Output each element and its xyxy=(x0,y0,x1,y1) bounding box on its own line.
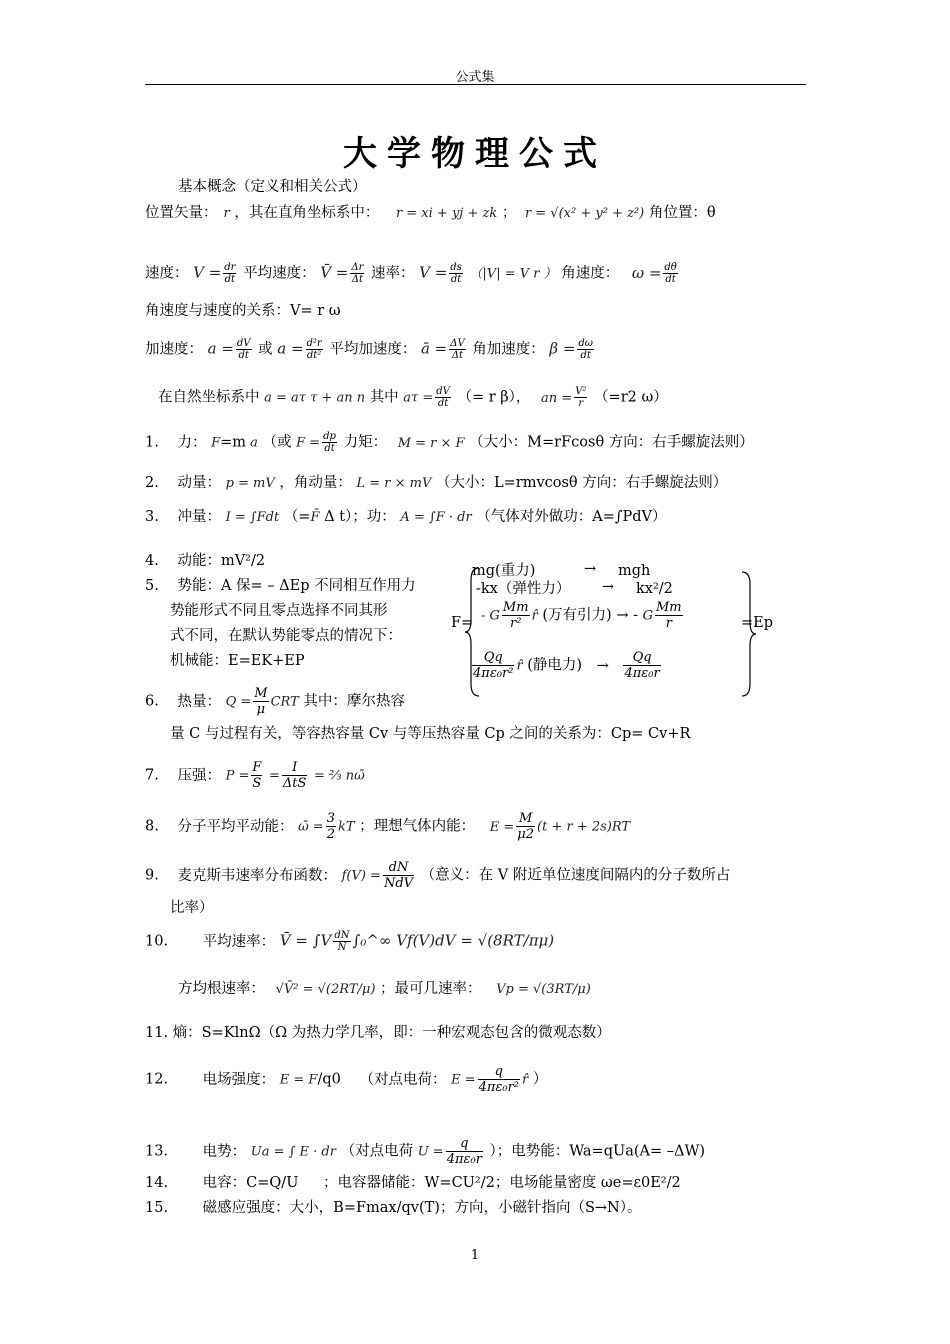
pot-gravitation-formula: - G $\frac{Mm}{\text{r²}}$ r̂ (万有引力) → - G $\frac{Mm}{r}$ xyxy=(481,600,682,631)
label: 力矩： xyxy=(343,434,388,451)
item-number: 1. xyxy=(145,434,159,451)
label: ；最可几速率： xyxy=(380,981,482,997)
item-potential-line-3: 式不同，在默认势能零点的情况下： xyxy=(170,628,402,644)
label: 其中 xyxy=(369,389,399,406)
pot-gravity: mg(重力) xyxy=(472,563,536,579)
label: 麦克斯韦速率分布函数： xyxy=(177,867,337,884)
pot-elastic-energy: kx²/2 xyxy=(636,581,673,597)
item-mean-speed: 10. 平均速率： V̄ = ∫V $\frac{dN}{N}$ ∫₀^∞ Vf(V)dV = √(8RT/πμ) xyxy=(145,930,555,953)
item-capacitance xyxy=(145,1174,681,1192)
item-potential: 13. 电势： Ua = ∫ E · dr （对点电荷 U = $\frac{q}{\text{4πε₀r}}$ ）；电势能：Wa=qUa(A= –ΔW) xyxy=(145,1136,706,1167)
item-magnetic-field xyxy=(145,1199,641,1217)
label: ） xyxy=(532,1071,548,1088)
header-rule xyxy=(145,84,806,85)
label: =m xyxy=(220,434,246,451)
label: ；电容器储能：W=CU²/2；电场能量密度 ωe=ε0E²/2 xyxy=(323,1175,681,1191)
label: 力： xyxy=(177,434,207,451)
label: 磁感应强度：大小，B=Fmax/qv(T)；方向，小磁针指向（S→N）。 xyxy=(202,1200,642,1216)
label: ）；电势能：Wa=qUa(A= –ΔW) xyxy=(489,1143,706,1160)
angular-velocity-relation: 角速度与速度的关系：V= r ω xyxy=(145,303,341,319)
label: （=r2 ω） xyxy=(594,389,668,406)
arrow-icon: → xyxy=(602,579,615,595)
formula: r = √(x² + y² + z²) xyxy=(524,206,645,221)
item-number: 13. xyxy=(145,1143,169,1160)
item-number: 15. xyxy=(145,1200,169,1216)
pot-gravity-energy: mgh xyxy=(618,563,651,579)
item-number: 4. xyxy=(145,553,159,569)
label: ，其在直角坐标系中： xyxy=(234,205,380,221)
item-electric-field: 12. 电场强度： E = F/q0 （对点电荷： E = $\frac{q}{\text{4πε₀r²}}$ r̂ ） xyxy=(145,1064,548,1095)
intro: 基本概念（定义和相关公式） xyxy=(178,179,367,195)
label: 其中：摩尔热容 xyxy=(303,693,405,710)
item-mean-kinetic-energy: 8. 分子平均平动能： ω̄ = $\frac{3}{2}$ kT ；理想气体内能： E = $\frac{M}{\mu 2}$ (t + r + 2s)RT xyxy=(145,811,631,842)
left-brace xyxy=(463,566,481,698)
label: 速率： xyxy=(370,265,415,282)
label: 动量： xyxy=(177,475,221,491)
item-number: 8. xyxy=(145,818,159,835)
item-number: 3. xyxy=(145,509,159,525)
label: 动能：mV²/2 xyxy=(177,553,266,569)
label: （气体对外做功：A=∫PdV） xyxy=(476,509,667,525)
label: （大小：L=rmvcosθ 方向：右手螺旋法则） xyxy=(435,475,728,491)
label: （或 xyxy=(262,434,292,451)
pot-electrostatic-formula: $\frac{Qq}{\text{4πε₀r²}}$ r̂ (静电力) → $\frac{Qq}{\text{4πε₀r}}$ xyxy=(473,650,660,681)
item-entropy xyxy=(145,1024,611,1042)
label: （对点电荷： xyxy=(359,1071,447,1088)
label: 加速度： xyxy=(145,341,203,358)
rms-speed-line: 方均根速率： √V̄² = √(2RT/μ) ；最可几速率： Vp = √(3RT/μ) xyxy=(178,981,591,997)
heat-capacity-relation: 量 C 与过程有关，等容热容量 Cv 与等压热容量 Cp 之间的关系为：Cp= Cv+R xyxy=(170,726,691,742)
label: 电场强度： xyxy=(202,1071,276,1088)
label: 热量： xyxy=(177,693,221,710)
mechanical-energy: 机械能：E=EK+EP xyxy=(170,653,305,669)
label: 或 xyxy=(258,341,273,358)
pot-f-label: F= xyxy=(451,615,474,631)
item-number: 10. xyxy=(145,933,169,950)
label: 分子平均平动能： xyxy=(177,818,294,835)
label: ，角动量： xyxy=(279,475,352,491)
label: ；理想气体内能： xyxy=(359,818,476,835)
label: 平均速率： xyxy=(202,933,276,950)
page-number: 1 xyxy=(470,1248,480,1263)
acceleration-line: 加速度： a = $\frac{dV}{dt}$ 或 a = $\frac{\text{d²r}}{\text{dt²}}$ 平均加速度： ā = $\frac{\Delta V}{\Delta t}$ 角加速度： β = $\frac{d\omega}{dt}$ xyxy=(145,338,593,361)
label: (静电力) xyxy=(527,657,583,674)
item-number: 2. xyxy=(145,475,159,491)
item-number: 14. xyxy=(145,1175,169,1191)
item-heat: 6. 热量： Q = $\frac{M}{\mu}$ CRT 其中：摩尔热容 xyxy=(145,686,405,717)
label: （大小：M=rFcosθ 方向：右手螺旋法则） xyxy=(469,434,754,451)
item-number: 7. xyxy=(145,767,159,784)
item-number: 9. xyxy=(145,867,159,884)
label: 角速度： xyxy=(561,265,620,282)
arrow-icon: → xyxy=(584,561,597,577)
item-kinetic-energy xyxy=(145,552,265,570)
label: 角位置：θ xyxy=(648,205,716,221)
label: 位置矢量： xyxy=(145,205,218,221)
label: Δ t）；功： xyxy=(324,509,396,525)
pot-ep: =Ep xyxy=(741,615,774,631)
label: 电势： xyxy=(202,1143,247,1160)
label: 压强： xyxy=(177,767,221,784)
label: （= xyxy=(283,509,311,525)
item-number: 5. xyxy=(145,578,159,594)
label: 势能：A 保= – ΔEp 不同相互作用力 xyxy=(177,578,416,594)
label: /q0 xyxy=(317,1071,341,1088)
label: (万有引力) xyxy=(542,607,612,624)
label: （= r β）， xyxy=(457,389,531,406)
label: （意义：在 V 附近单位速度间隔内的分子数所占 xyxy=(420,867,731,884)
page-header: 公式集 xyxy=(455,70,495,85)
label: 熵：S=KlnΩ（Ω 为热力学几率，即：一种宏观态包含的微观态数） xyxy=(172,1025,611,1041)
item-number: 6. xyxy=(145,693,159,710)
item-pressure: 7. 压强： P = $\frac{F}{S}$ = $\frac{I}{\text{ΔtS}}$ = ⅔ nω̄ xyxy=(145,760,365,791)
label: 电容：C=Q/U xyxy=(202,1175,299,1191)
maxwell-cont: 比率） xyxy=(170,900,214,916)
label: 平均加速度： xyxy=(329,341,417,358)
item-potential-energy xyxy=(145,577,416,595)
item-impulse: 3. 冲量： I = ∫Fdt （=F̄ Δ t）；功： A = ∫F · dr （气体对外做功：A=∫PdV） xyxy=(145,509,667,525)
label: 速度： xyxy=(145,265,189,282)
document-title: 大学物理公式 xyxy=(343,134,607,174)
label: 在自然坐标系中 xyxy=(158,389,260,406)
item-force: 1. 力： F=m a （或 F = $\frac{dp}{dt}$ 力矩： M = r × F （大小：M=rFcosθ 方向：右手螺旋法则） xyxy=(145,431,754,454)
label: 角加速度： xyxy=(472,341,545,358)
item-number: 12. xyxy=(145,1071,169,1088)
item-number: 11. xyxy=(145,1025,169,1041)
position-vector-line: 位置矢量： r ，其在直角坐标系中： r = xi + yj + zk ； r = √(x² + y² + z²) 角位置：θ xyxy=(145,205,716,221)
label: 冲量： xyxy=(177,509,221,525)
item-momentum: 2. 动量： p = mV ，角动量： L = r × mV （大小：L=rmvcosθ 方向：右手螺旋法则） xyxy=(145,475,728,491)
separator: ； xyxy=(501,205,517,221)
label: （对点电荷 xyxy=(340,1143,414,1160)
label: 平均速度： xyxy=(243,265,316,282)
item-potential-line-2: 势能形式不同且零点选择不同其形 xyxy=(170,603,388,619)
natural-coordinates-line: 在自然坐标系中 a = aτ τ + an n 其中 aτ = $\frac{dV}{dt}$ （= r β）， an = $\frac{\text{V²}}{r}$ （=r2 ω） xyxy=(158,386,668,409)
right-brace xyxy=(740,570,758,698)
label: 方均根速率： xyxy=(178,981,265,997)
velocity-line: 速度： V = $\frac{dr}{dt}$ 平均速度： V̄ = $\frac{\Delta r}{\Delta t}$ 速率： V = $\frac{ds}{dt}$ （|V| = V r ） 角速度： ω = $\frac{d\theta}{dt}$ xyxy=(145,262,677,285)
formula: r = xi + yj + zk xyxy=(395,206,498,221)
pot-elastic: -kx（弹性力） xyxy=(476,581,571,597)
item-maxwell: 9. 麦克斯韦速率分布函数： f(V) = $\frac{dN}{\text{NdV}}$ （意义：在 V 附近单位速度间隔内的分子数所占 xyxy=(145,860,731,891)
